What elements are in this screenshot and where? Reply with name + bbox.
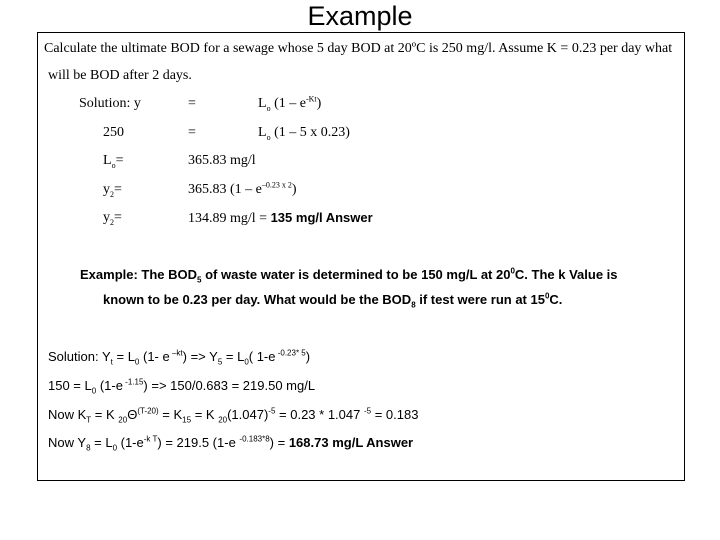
solution-row2-lhs: 250 [103, 125, 124, 140]
solution-row2-eq: = [188, 125, 196, 140]
page-title: Example [307, 1, 413, 31]
solution-row1-rhs: $L_o$ $(1 - e^{-Kt})$ [258, 94, 322, 113]
content-box [37, 32, 685, 481]
problem2-solution-line4: Now $Y_8 = L_0$ $(1-e^{-k T}) = 219.5$ (1-e $^{-0.183*8}$) = 168.73 mg/L Answer [48, 434, 414, 453]
problem2-solution-line3: Now $K_T = K$ $_{20}\Theta^{(T-20)} = K_{15} = K$ $_{20}(1.047)^{-5} = 0.23 * 1.047$ $^{-5}$ = 0.183 [48, 406, 419, 425]
solution-row4-lhs: $y_2=$ [103, 182, 122, 199]
answer1-text: 135 mg/l Answer [270, 210, 373, 225]
problem2-statement-line2: known to be 0.23 per day. What would be the $BOD_8$ if test were run at $15^0C$. [103, 291, 563, 310]
solution-row3-lhs: $L_o=$ [103, 153, 124, 170]
solution-row5-rhs: 134.89 mg/l = 135 mg/l Answer [188, 210, 373, 226]
problem2-solution-line1: Solution: $Y_t = L_0$ (1- e $^{-kt}) => Y_5 = L_0$( 1-e $^{-0.23* 5}$) [48, 348, 311, 367]
solution-row1-lhs: Solution: y [79, 96, 141, 111]
solution-row3-rhs: 365.83 mg/l [188, 153, 256, 168]
solution-row5-lhs: $y_2=$ [103, 210, 122, 227]
solution-row2-rhs: $L_o$ (1 – 5 x 0.23) [258, 125, 350, 142]
solution-row4-rhs: 365.83 $(1 - e^{-0.23 x 2})$ [188, 180, 297, 197]
problem1-statement-line1: Calculate the ultimate BOD for a sewage whose 5 day BOD at 20ºC is 250 mg/l. Assume K = 0.23 per day what [44, 41, 673, 56]
answer2-text: 168.73 mg/L Answer [288, 435, 414, 450]
problem1-statement-line2: will be BOD after 2 days. [48, 68, 192, 83]
solution-row1-eq: = [188, 96, 196, 111]
problem2-solution-line2: $150 = L_0$ (1-e $^{-1.15}$) => 150/0.683 = 219.50 mg/L [48, 377, 316, 396]
problem2-statement-line1: Example: The $BOD_5$ of waste water is determined to be 150 mg/L at $20^0C$. The k Value is [80, 266, 618, 285]
